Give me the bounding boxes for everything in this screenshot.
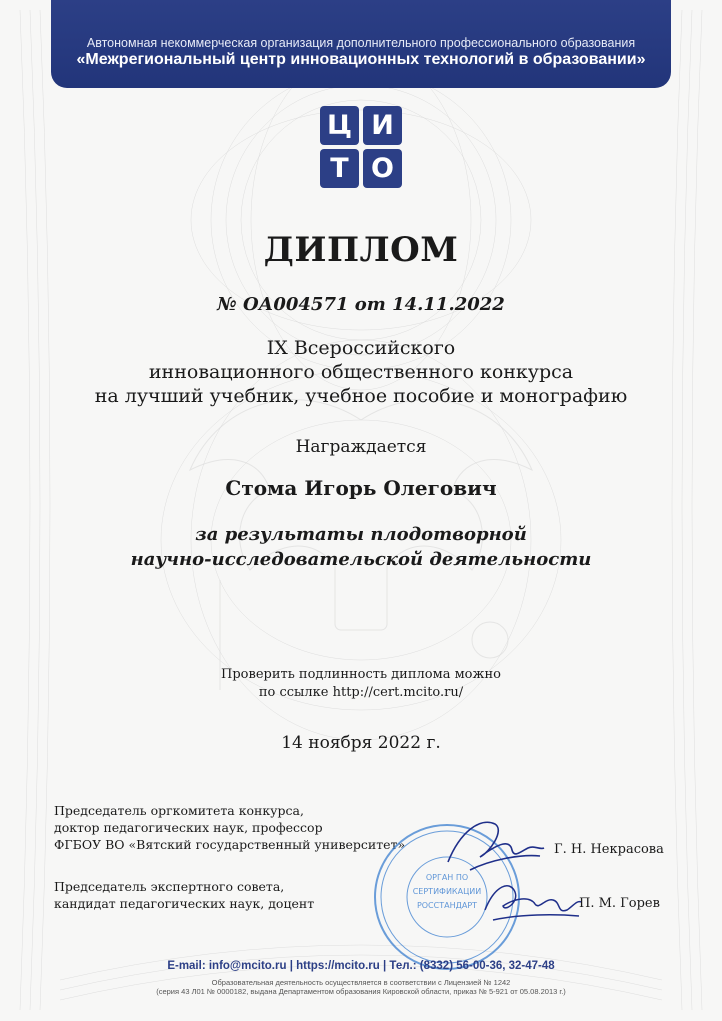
verify-line: по ссылке http://cert.mcito.ru/	[258, 685, 464, 700]
reason-line: научно-исследовательской деятельности	[130, 549, 592, 570]
footer-contacts: E-mail: info@mcito.ru | https://mcito.ru | Тел.: (8332) 56-00-36, 32-47-48	[167, 960, 555, 972]
signatory-line: Председатель оргкомитета конкурса,	[54, 803, 304, 818]
organization-header	[51, 0, 671, 88]
signature-2	[475, 870, 585, 930]
signatory-1-title	[54, 802, 405, 853]
verification-note	[0, 666, 722, 702]
reason-line: за результаты плодотворной	[195, 524, 527, 545]
license-line: (серия 43 Л01 № 0000182, выдана Департаментом образования Кировской области, приказ № 5-921 от 05.08.2013 г.)	[156, 987, 566, 996]
award-reason	[0, 522, 722, 572]
contest-line: инновационного общественного конкурса	[148, 361, 574, 383]
diploma-title: ДИПЛОМ	[263, 230, 459, 270]
signatory-2-name: П. М. Горев	[579, 896, 660, 911]
cito-logo	[320, 106, 402, 188]
logo-letter: Т	[320, 149, 359, 188]
awarded-label: Награждается	[295, 437, 427, 457]
organization-name: «Межрегиональный центр инновационных технологий в образовании»	[76, 51, 646, 68]
diploma-number: № ОА004571 от 14.11.2022	[217, 294, 505, 315]
signatory-1-name: Г. Н. Некрасова	[554, 842, 664, 857]
contest-description	[0, 336, 722, 408]
stamp-text: РОССТАНДАРТ	[416, 901, 478, 910]
contest-line: IX Всероссийского	[266, 337, 456, 359]
signatory-line: ФГБОУ ВО «Вятский государственный университет»	[54, 837, 406, 852]
signatory-line: Председатель экспертного совета,	[54, 879, 285, 894]
signatory-line: доктор педагогических наук, профессор	[54, 820, 323, 835]
license-line: Образовательная деятельность осуществляется в соответствии с Лицензией № 1242	[211, 978, 511, 987]
logo-letter: О	[363, 149, 402, 188]
footer-license	[0, 978, 722, 996]
stamp-text: СЕРТИФИКАЦИИ	[412, 887, 482, 896]
verify-line: Проверить подлинность диплома можно	[221, 667, 501, 682]
logo-letter: И	[363, 106, 402, 145]
recipient-name: Стома Игорь Олегович	[225, 476, 497, 500]
organization-type: Автономная некоммерческая организация дополнительного профессионального образования	[86, 36, 636, 50]
signatory-2-title	[54, 878, 314, 912]
logo-letter: Ц	[320, 106, 359, 145]
stamp-text: ОРГАН ПО	[425, 873, 469, 882]
signatory-line: кандидат педагогических наук, доцент	[54, 896, 315, 911]
contest-line: на лучший учебник, учебное пособие и монографию	[94, 385, 628, 407]
issue-date: 14 ноября 2022 г.	[281, 733, 441, 753]
